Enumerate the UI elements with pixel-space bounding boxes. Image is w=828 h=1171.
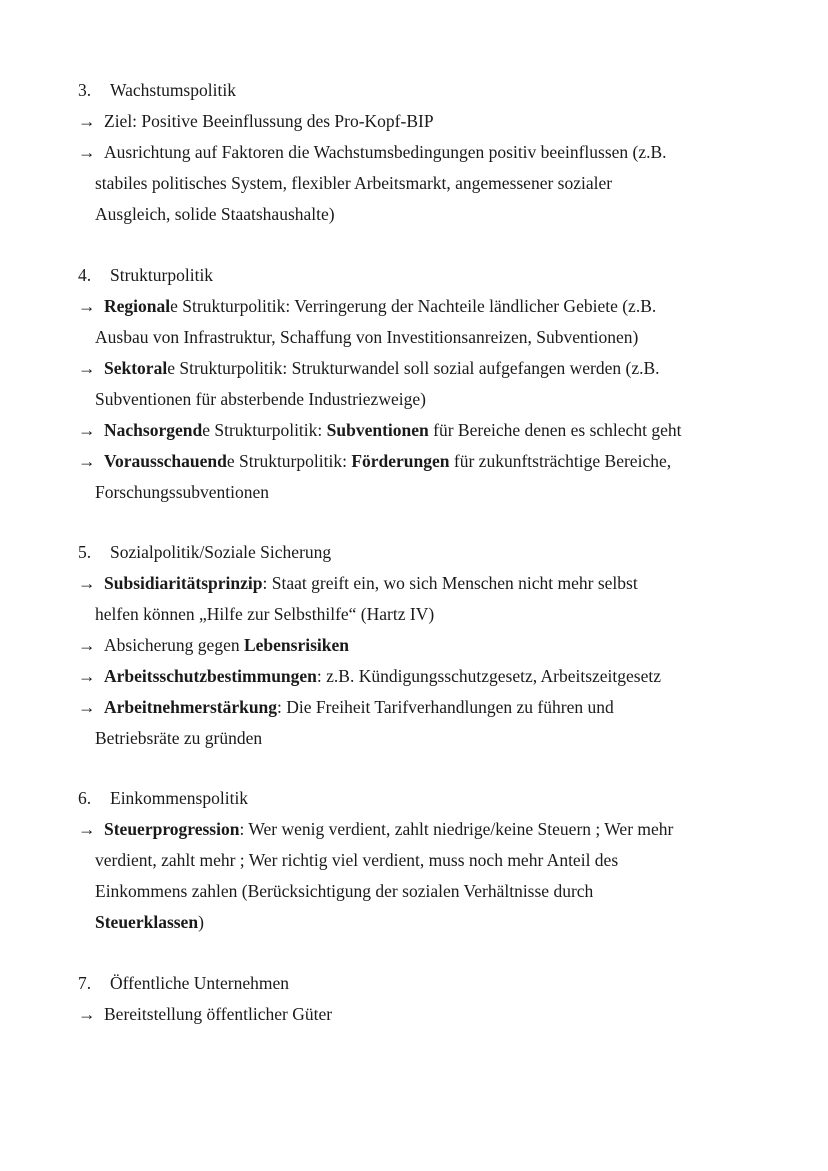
bullet-text: für zukunftsträchtige Bereiche, <box>449 451 672 471</box>
bold-term: Subventionen <box>326 420 429 440</box>
bullet-continuation: Einkommens zahlen (Berücksichtigung der sozialen Verhältnisse durch <box>95 881 594 901</box>
bullet-continuation: Forschungssubventionen <box>95 482 270 502</box>
bullet-text: Absicherung gegen <box>104 635 244 655</box>
arrow-right-icon: → <box>78 420 96 440</box>
section-heading <box>78 75 236 106</box>
bullet-text: e Strukturpolitik: Verringerung der Nachteile ländlicher Gebiete (z.B. <box>170 296 657 316</box>
arrow-right-icon: → <box>78 111 96 131</box>
bullet-continuation: stabiles politisches System, flexibler Arbeitsmarkt, angemessener sozialer <box>95 173 613 193</box>
section-title: Einkommenspolitik <box>110 788 249 808</box>
bullet-text: : Wer wenig verdient, zahlt niedrige/keine Steuern ; Wer mehr <box>239 819 674 839</box>
section-number: 3. <box>78 80 92 100</box>
bullet-line <box>78 106 434 137</box>
bullet-continuation: Subventionen für absterbende Industriezweige) <box>95 389 426 409</box>
bullet-line <box>78 568 638 599</box>
bullet-continuation: Ausgleich, solide Staatshaushalte) <box>95 204 335 224</box>
bullet-continuation: Betriebsräte zu gründen <box>95 728 263 748</box>
bold-term: Förderungen <box>351 451 450 471</box>
bold-term: Subsidiaritätsprinzip <box>104 573 263 593</box>
arrow-right-icon: → <box>78 1004 96 1024</box>
bullet-continuation <box>95 907 204 938</box>
section-title: Öffentliche Unternehmen <box>110 973 289 993</box>
bullet-line <box>78 291 656 322</box>
bold-term: Steuerprogression <box>104 819 240 839</box>
bullet-text: : z.B. Kündigungsschutzgesetz, Arbeitszeitgesetz <box>316 666 662 686</box>
section-number: 5. <box>78 542 92 562</box>
section-heading <box>78 537 331 568</box>
section-number: 7. <box>78 973 92 993</box>
section-title: Wachstumspolitik <box>110 80 236 100</box>
bold-term: Lebensrisiken <box>243 635 349 655</box>
bullet-text: für Bereiche denen es schlecht geht <box>428 420 682 440</box>
bullet-line <box>78 814 673 845</box>
section-heading <box>78 260 213 291</box>
section-title: Strukturpolitik <box>110 265 214 285</box>
arrow-right-icon: → <box>78 296 96 316</box>
section-heading <box>78 783 248 814</box>
bullet-line <box>78 630 349 661</box>
arrow-right-icon: → <box>78 635 96 655</box>
arrow-right-icon: → <box>78 819 96 839</box>
bold-term: Vorausschauend <box>104 451 227 471</box>
bullet-text: ) <box>198 912 204 932</box>
bullet-text: e Strukturpolitik: Strukturwandel soll sozial aufgefangen werden (z.B. <box>167 358 660 378</box>
arrow-right-icon: → <box>78 358 96 378</box>
bullet-text: e Strukturpolitik: <box>202 420 327 440</box>
bullet-text: : Die Freiheit Tarifverhandlungen zu führen und <box>277 697 614 717</box>
bold-term: Sektoral <box>104 358 168 378</box>
bullet-line <box>78 415 681 446</box>
bullet-line <box>78 999 332 1030</box>
bullet-line <box>78 137 667 168</box>
bullet-continuation: helfen können „Hilfe zur Selbsthilfe“ (Hartz IV) <box>95 604 435 624</box>
bullet-text: Ausrichtung auf Faktoren die Wachstumsbedingungen positiv beeinflussen (z.B. <box>104 142 667 162</box>
arrow-right-icon: → <box>78 142 96 162</box>
section-heading <box>78 968 289 999</box>
bullet-line <box>78 661 661 692</box>
bold-term: Nachsorgend <box>104 420 203 440</box>
arrow-right-icon: → <box>78 697 96 717</box>
bold-term: Arbeitnehmerstärkung <box>104 697 278 717</box>
bullet-line <box>78 353 660 384</box>
arrow-right-icon: → <box>78 666 96 686</box>
bullet-continuation: Ausbau von Infrastruktur, Schaffung von Investitionsanreizen, Subventionen) <box>95 327 639 347</box>
bullet-text: Ziel: Positive Beeinflussung des Pro-Kopf-BIP <box>104 111 434 131</box>
arrow-right-icon: → <box>78 573 96 593</box>
bullet-line <box>78 692 614 723</box>
bullet-line <box>78 446 671 477</box>
bullet-continuation: verdient, zahlt mehr ; Wer richtig viel verdient, muss noch mehr Anteil des <box>95 850 619 870</box>
arrow-right-icon: → <box>78 451 96 471</box>
bold-term: Regional <box>104 296 171 316</box>
bold-term: Arbeitsschutzbestimmungen <box>104 666 317 686</box>
section-title: Sozialpolitik/Soziale Sicherung <box>110 542 332 562</box>
section-number: 6. <box>78 788 92 808</box>
bullet-text: e Strukturpolitik: <box>226 451 352 471</box>
bullet-text: Bereitstellung öffentlicher Güter <box>104 1004 333 1024</box>
bullet-text: : Staat greift ein, wo sich Menschen nicht mehr selbst <box>262 573 638 593</box>
section-number: 4. <box>78 265 92 285</box>
bold-term: Steuerklassen <box>95 912 199 932</box>
